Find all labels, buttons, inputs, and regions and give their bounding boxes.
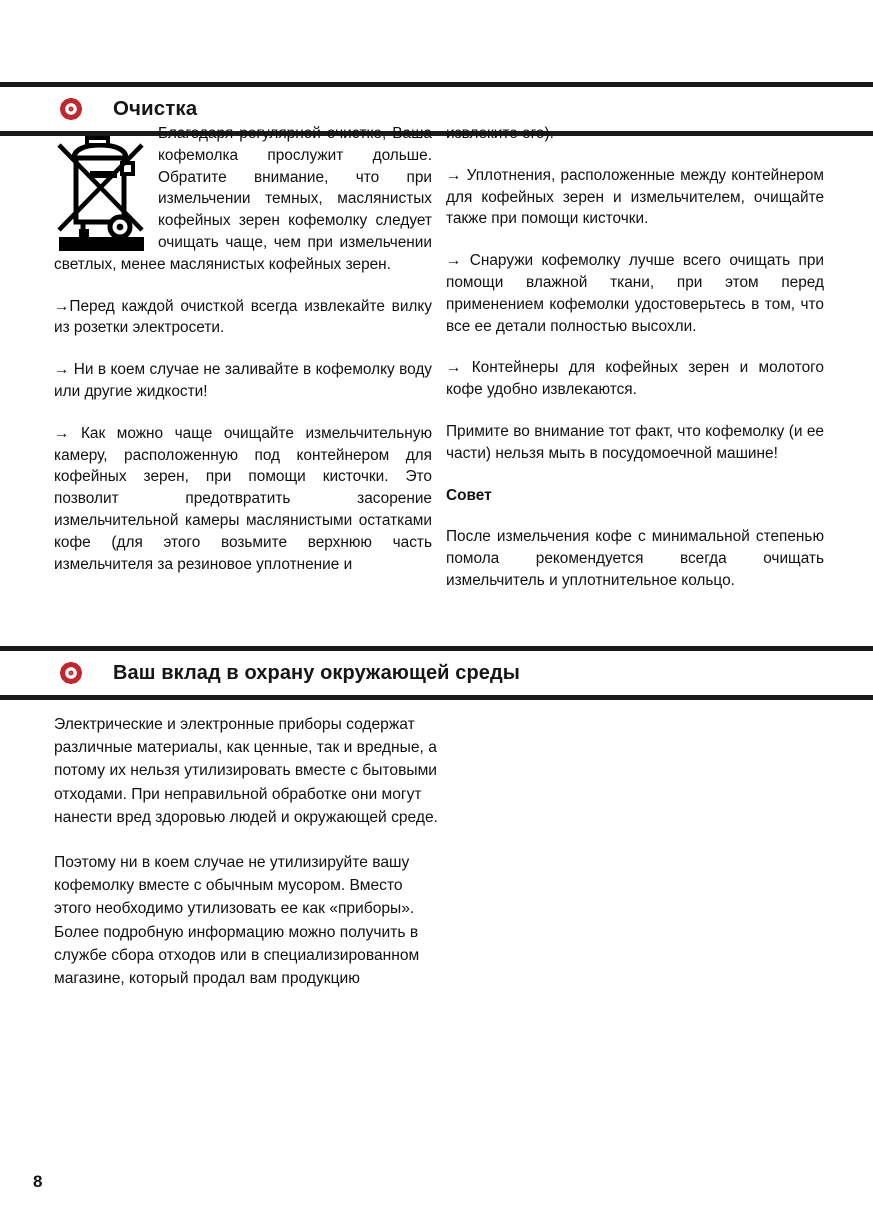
cleaning-paragraph: → Как можно чаще очищайте измельчительную камеру, расположенную под контейнером для кофейных зерен, при помощи кисточки. Это позволит предотвратить засорение измельчительной камеры маслянистыми остатками кофе (для этого возьмите верхнюю часть измельчителя за резиновое уплотнение и xyxy=(54,424,432,573)
cleaning-paragraph: извлеките его). xyxy=(446,125,554,142)
section-title-environment: Ваш вклад в охрану окружающей среды xyxy=(113,661,520,684)
environment-paragraph: Электрические и электронные приборы содержат различные материалы, как ценные, так и вредные, а потому их нельзя утилизировать вместе с бытовыми отходами. При неправильной обработке они могут нанести вред здоровью людей и окружающей среде. xyxy=(54,716,438,826)
cleaning-paragraph: Благодаря регулярной очистке, Ваша кофемолка прослужит дольше. Обратите внимание, что при измельчении темных, маслянистых кофейных зерен кофемолку следует очищать чаще, чем при измельчении светлых, менее маслянистых кофейных зерен. xyxy=(54,125,432,273)
cleaning-paragraph: → Контейнеры для кофейных зерен и молотого кофе удобно извлекаются. xyxy=(446,359,824,399)
section-title-cleaning: Очистка xyxy=(113,97,198,120)
weee-crossed-out-wheelie-bin-icon xyxy=(54,125,150,251)
rose-logo-icon xyxy=(52,654,90,692)
section-header-environment xyxy=(0,646,873,700)
cleaning-paragraph: → Уплотнения, расположенные между контейнером для кофейных зерен и измельчителем, очищайте также при помощи кисточки. xyxy=(446,166,824,228)
tip-text: После измельчения кофе с минимальной степенью помола рекомендуется всегда очищать измельчитель и уплотнительное кольцо. xyxy=(446,528,824,589)
cleaning-paragraph: Примите во внимание тот факт, что кофемолку (и ее части) нельзя мыть в посудомоечной машине! xyxy=(446,422,824,462)
cleaning-body xyxy=(0,123,873,618)
cleaning-paragraph: → Ни в коем случае не заливайте в кофемолку воду или другие жидкости! xyxy=(54,361,432,400)
cleaning-paragraph: →Перед каждой очисткой всегда извлекайте вилку из розетки электросети. xyxy=(54,297,432,337)
cleaning-paragraph: → Снаружи кофемолку лучше всего очищать при помощи влажной ткани, при этом перед применением кофемолки удостоверьтесь в том, что все ее детали полностью высохли. xyxy=(446,252,824,335)
environment-body xyxy=(54,713,444,990)
tip-heading: Совет xyxy=(446,486,492,504)
cleaning-right-column xyxy=(446,123,824,592)
environment-paragraph: Поэтому ни в коем случае не утилизируйте вашу кофемолку вместе с обычным мусором. Вместо этого необходимо утилизовать ее как «приборы». Более подробную информацию можно получить в службе сбора отходов или в специализированном магазине, который продал вам продукцию xyxy=(54,854,420,988)
cleaning-left-column xyxy=(54,123,432,575)
page-number: 8 xyxy=(33,1172,43,1191)
